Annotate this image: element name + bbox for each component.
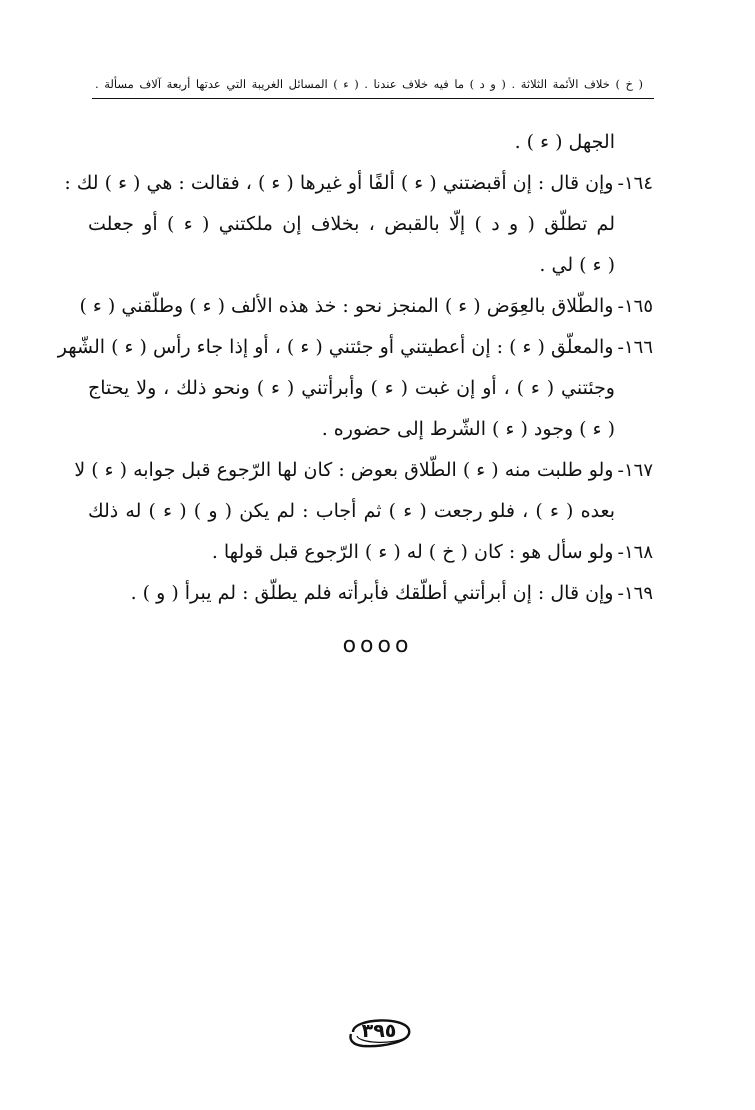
header-divider <box>92 98 654 99</box>
entry-text-line: لم تطلّق ( و د ) إلّا بالقبض ، بخلاف إن ملكتني ( ء ) أو جعلت <box>88 213 615 235</box>
entry-number: ١٦٦- <box>617 337 653 358</box>
header-abbreviation-note: ( خ ) خلاف الأئمة الثلاثة . ( و د ) ما فيه خلاف عندنا . ( ء ) المسائل الغريبة التي عدتها أربعة آلاف مسألة . <box>95 77 643 91</box>
entry-text-line: ولو طلبت منه ( ء ) الطّلاق بعوض : كان لها الرّجوع قبل جوابه ( ء ) لا <box>74 459 614 481</box>
entry-number: ١٦٩- <box>617 583 653 604</box>
entry-164 <box>64 163 653 286</box>
entry-166 <box>57 327 653 450</box>
entry-text-line: والطّلاق بالعِوَض ( ء ) المنجز نحو : خذ هذه الألف ( ء ) وطلّقني ( ء ) <box>79 295 614 317</box>
entry-text-line: والمعلّق ( ء ) : إن أعطيتني أو جئتني ( ء ) ، أو إذا جاء رأس ( ء ) الشّهر <box>57 336 614 358</box>
entry-165 <box>79 286 653 327</box>
entry-text-line: بعده ( ء ) ، فلو رجعت ( ء ) ثم أجاب : لم يكن ( و ) ( ء ) له ذلك <box>88 500 615 522</box>
entry-number: ١٦٥- <box>617 296 653 317</box>
body-text <box>57 122 653 614</box>
entry-number: ١٦٨- <box>617 542 653 563</box>
entry-168 <box>88 532 653 573</box>
entry-text-line: ولو سأل هو : كان ( خ ) له ( ء ) الرّجوع قبل قولها . <box>211 541 614 563</box>
entry-text-line: ( ء ) وجود ( ء ) الشّرط إلى حضوره . <box>321 418 615 440</box>
entry-169 <box>88 573 653 614</box>
entry-text-line: وجئتني ( ء ) ، أو إن غبت ( ء ) وأبرأتني ( ء ) ونحو ذلك ، ولا يحتاج <box>88 377 615 399</box>
entry-text-line: ( ء ) لي . <box>539 254 615 276</box>
page-number-badge <box>343 1012 415 1052</box>
entry-167 <box>74 450 653 532</box>
entry-text-line: وإن قال : إن أقبضتني ( ء ) ألفًا أو غيرها ( ء ) ، فقالت : هي ( ء ) لك : <box>64 172 614 194</box>
continuation-line: الجهل ( ء ) . <box>514 131 615 153</box>
entry-text-line: وإن قال : إن أبرأتني أطلّقك فأبرأته فلم يطلّق : لم يبرأ ( و ) . <box>130 582 614 604</box>
section-separator: oooo <box>342 633 413 658</box>
page-number: ٣٩٥ <box>361 1020 397 1042</box>
entry-number: ١٦٤- <box>617 173 653 194</box>
entry-number: ١٦٧- <box>617 460 653 481</box>
